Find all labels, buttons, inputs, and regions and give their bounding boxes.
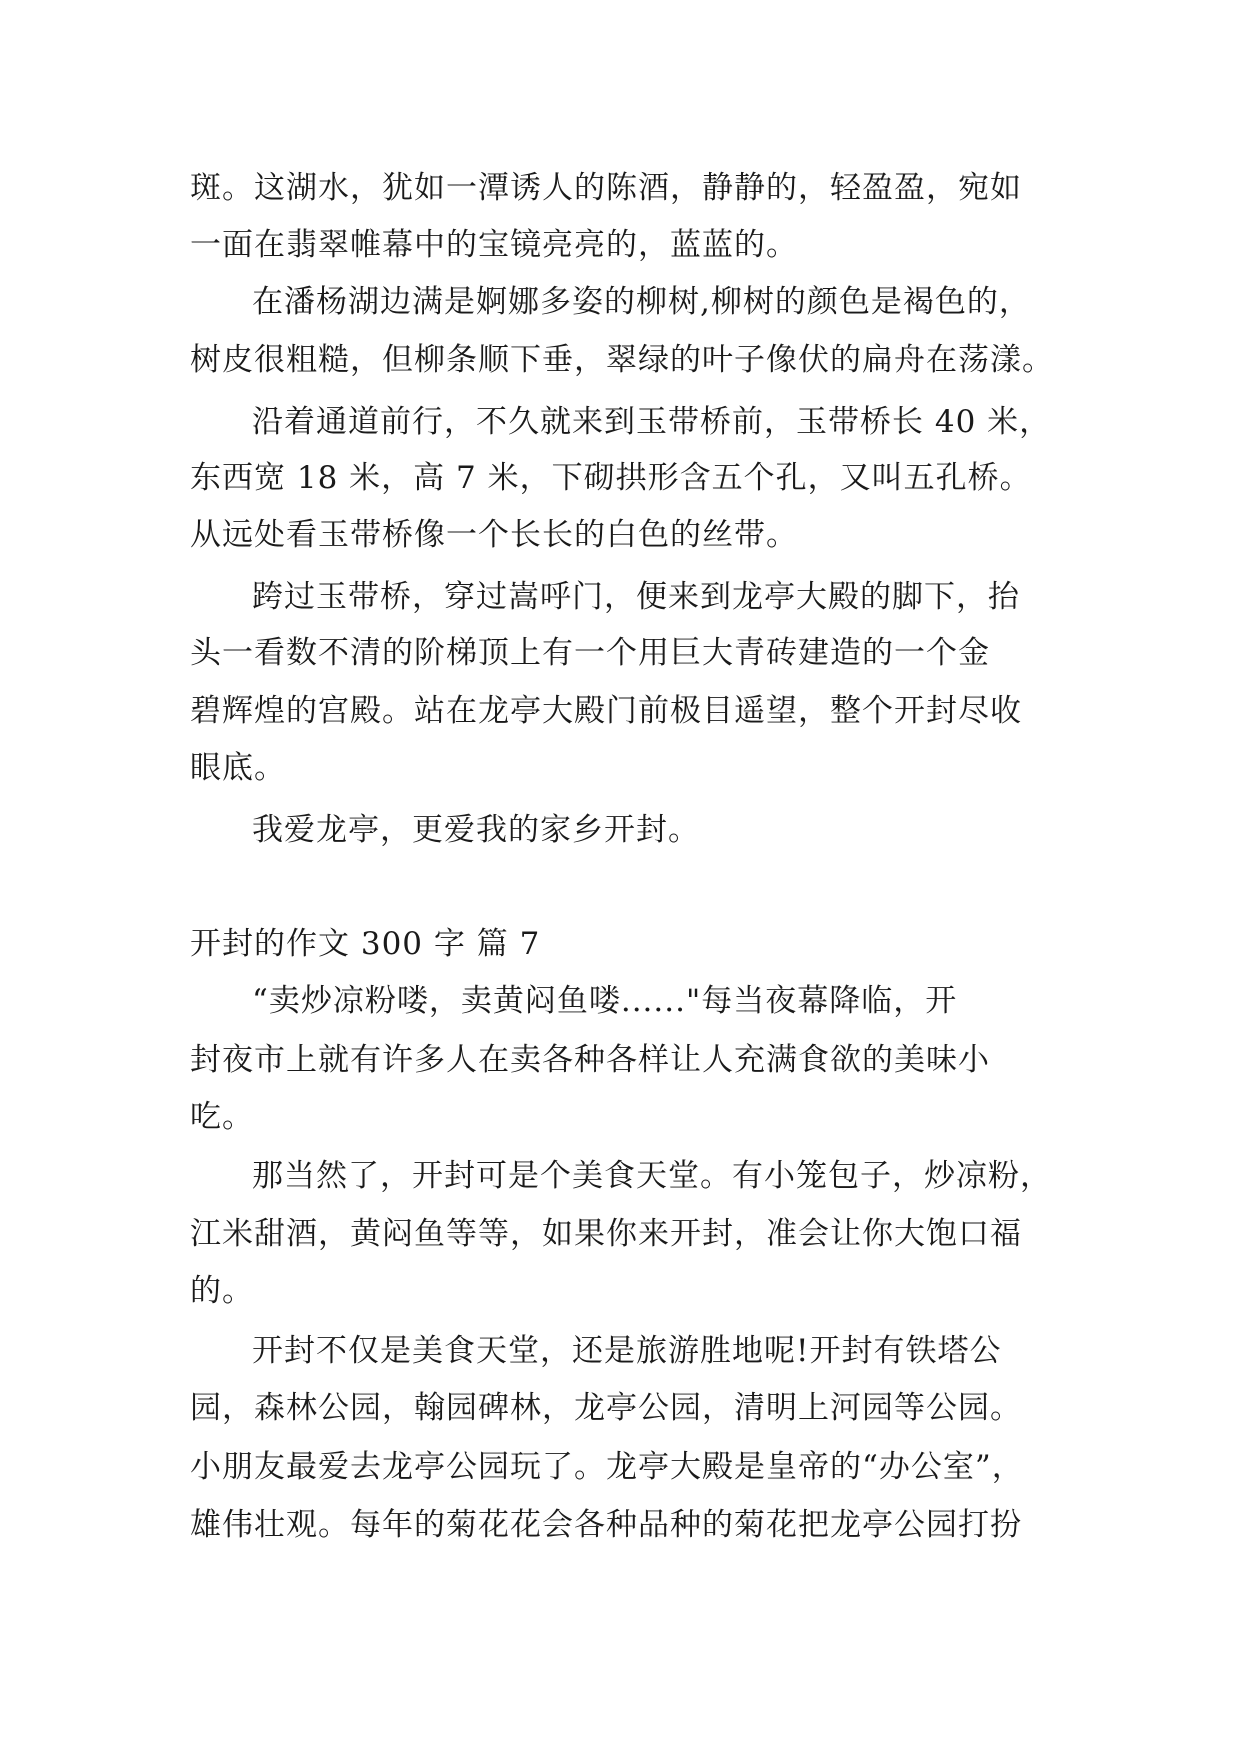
text-line: 我爱龙亭，更爱我的家乡开封。 xyxy=(252,812,700,848)
text-line: 小朋友最爱去龙亭公园玩了。龙亭大殿是皇帝的“办公室”， xyxy=(190,1449,1024,1485)
text-line: 雄伟壮观。每年的菊花花会各种品种的菊花把龙亭公园打扮 xyxy=(190,1507,1022,1543)
text-line: 的。 xyxy=(190,1273,254,1309)
text-line: 从远处看玉带桥像一个长长的白色的丝带。 xyxy=(190,517,798,553)
text-line: 树皮很粗糙，但柳条顺下垂，翠绿的叶子像伏的扁舟在荡漾。 xyxy=(190,342,1054,378)
text-line: 那当然了，开封可是个美食天堂。有小笼包子，炒凉粉， xyxy=(252,1158,1052,1194)
text-line: 东西宽 18 米，高 7 米，下砌拱形含五个孔，又叫五孔桥。 xyxy=(190,460,1032,496)
text-line: 一面在翡翠帷幕中的宝镜亮亮的，蓝蓝的。 xyxy=(190,227,798,263)
text-line: 江米甜酒，黄闷鱼等等，如果你来开封，准会让你大饱口福 xyxy=(190,1216,1022,1252)
text-line: 碧辉煌的宫殿。站在龙亭大殿门前极目遥望，整个开封尽收 xyxy=(190,693,1022,729)
text-line: “卖炒凉粉喽，卖黄闷鱼喽......"每当夜幕降临，开 xyxy=(252,983,958,1019)
text-line: 封夜市上就有许多人在卖各种各样让人充满食欲的美味小 xyxy=(190,1042,990,1078)
text-line: 沿着通道前行，不久就来到玉带桥前，玉带桥长 40 米， xyxy=(252,404,1052,440)
section-heading: 开封的作文 300 字 篇 7 xyxy=(190,926,541,962)
text-line: 吃。 xyxy=(190,1099,254,1135)
text-line: 头一看数不清的阶梯顶上有一个用巨大青砖建造的一个金 xyxy=(190,635,990,671)
text-line: 开封不仅是美食天堂，还是旅游胜地呢!开封有铁塔公 xyxy=(252,1333,1002,1369)
text-line: 园，森林公园，翰园碑林，龙亭公园，清明上河园等公园。 xyxy=(190,1390,1022,1426)
text-line: 眼底。 xyxy=(190,750,286,786)
text-line: 跨过玉带桥，穿过嵩呼门，便来到龙亭大殿的脚下，抬 xyxy=(252,579,1020,615)
text-line: 斑。这湖水，犹如一潭诱人的陈酒，静静的，轻盈盈，宛如 xyxy=(190,170,1022,206)
text-line: 在潘杨湖边满是婀娜多姿的柳树,柳树的颜色是褐色的， xyxy=(252,284,1031,320)
